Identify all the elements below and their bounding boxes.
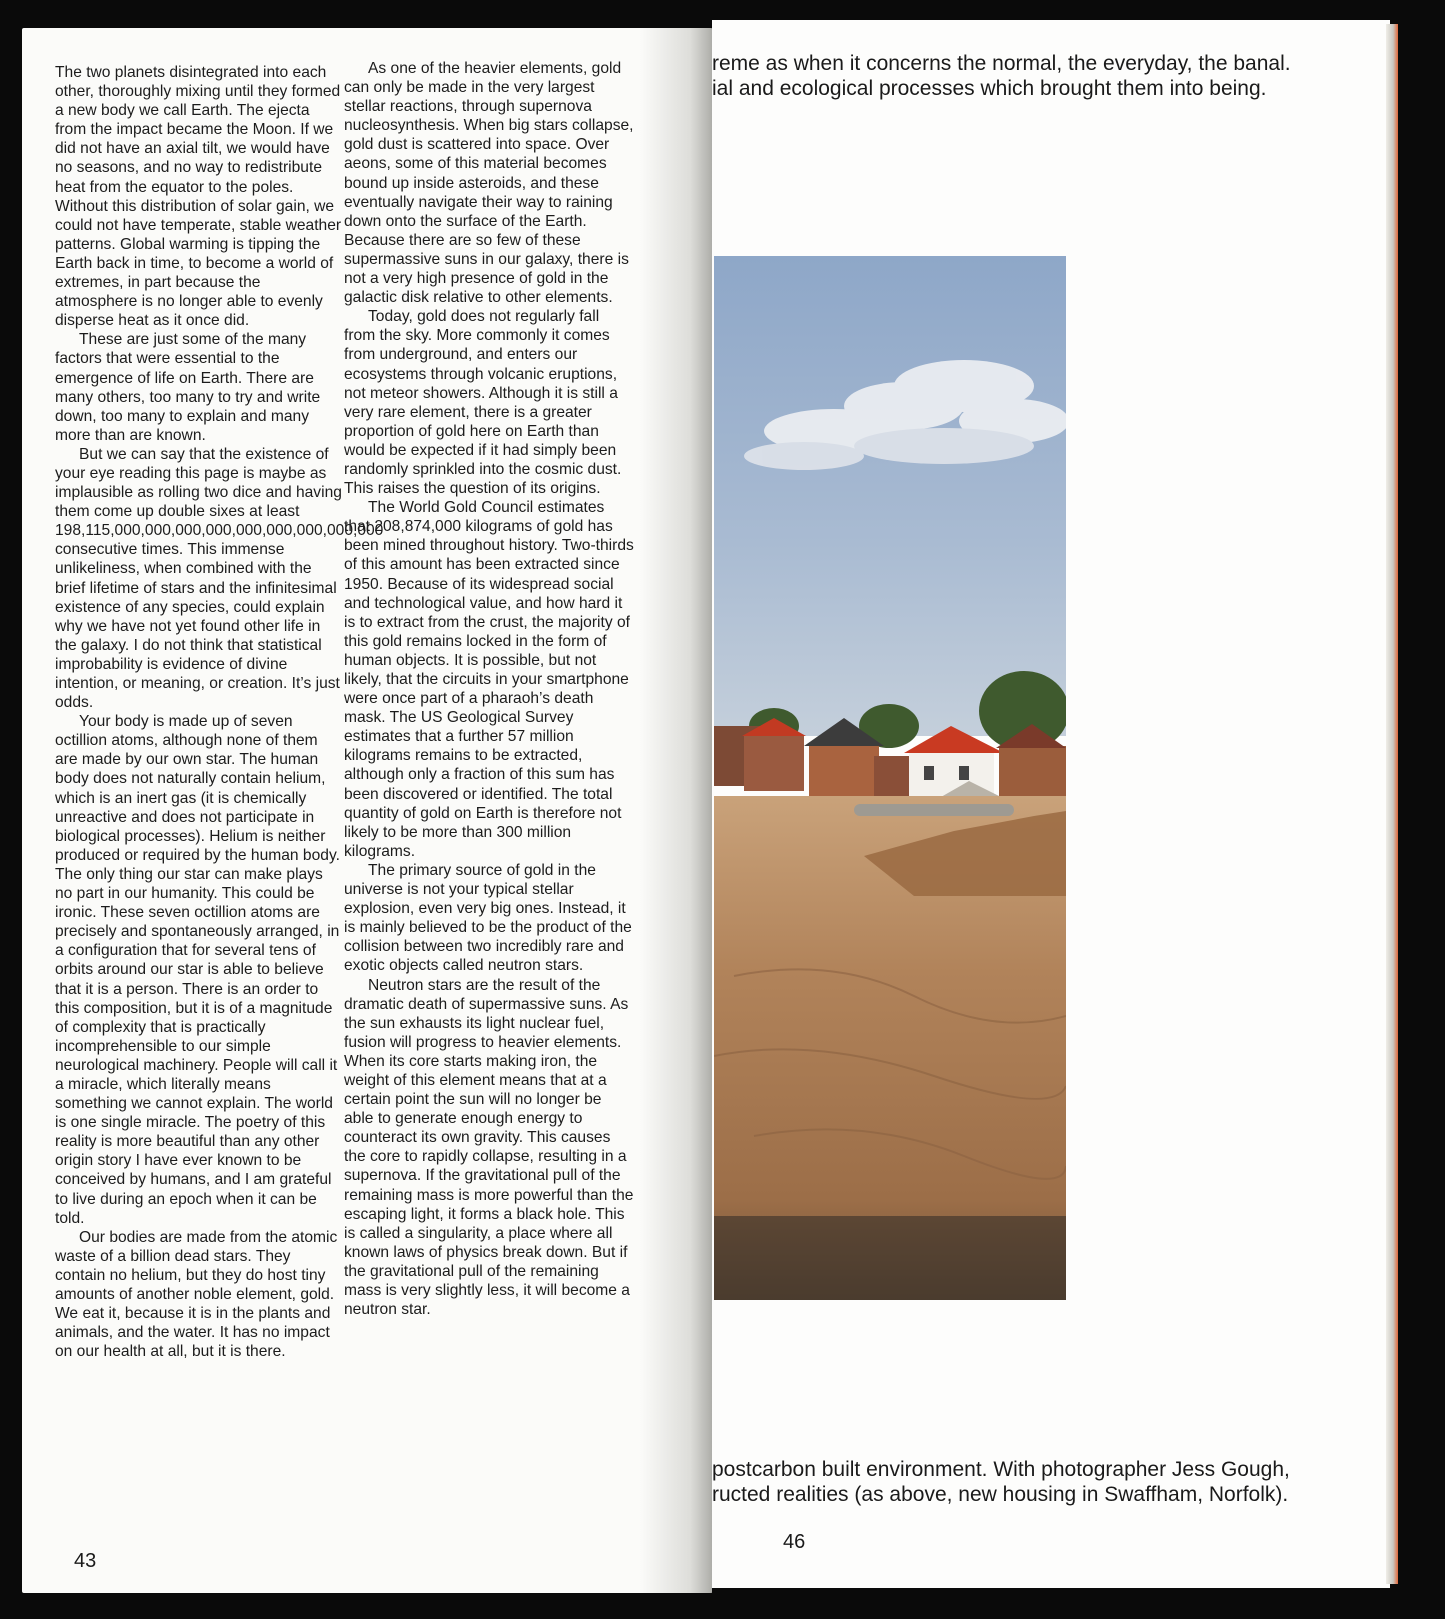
page-number-left: 43 — [74, 1550, 97, 1572]
caption-top — [712, 51, 1382, 101]
page-edge — [1386, 24, 1398, 1584]
paragraph: The two planets disintegrated into each other, thoroughly mixing until they formed a new body we call Earth. The ejecta from the impact became the Moon. If we did not have an axial tilt, we would have no seasons, and no way to redistribute heat from the equator to the poles. Without this distribution of solar gain, we could not have temperate, stable weather patterns. Global warming is tipping the Earth back in time, to become a world of extremes, in part because the atmosphere is no longer able to evenly disperse heat as it once did. — [55, 64, 342, 330]
caption-line: reme as when it concerns the normal, the everyday, the banal. — [712, 52, 1291, 75]
paragraph: But we can say that the existence of your eye reading this page is maybe as implausible as rolling two dice and having them come up double sixes at least 198,115,000,000,000,000,000,000,000,000,000 consecutive times. This immense unlikeliness, when combined with the brief lifetime of stars and the infinitesimal existence of any species, could explain why we have not yet found other life in the galaxy. I do not think that statistical improbability is evidence of divine intention, or meaning, or creation. It’s just odds. — [55, 445, 384, 712]
caption-line: ructed realities (as above, new housing in Swaffham, Norfolk). — [712, 1483, 1289, 1506]
caption-bottom — [712, 1457, 1384, 1507]
sky — [714, 256, 1066, 736]
text-column-2 — [344, 59, 634, 1319]
pipes — [854, 804, 1014, 816]
text-column-1 — [55, 63, 384, 1361]
paragraph: The primary source of gold in the universe is not your typical stellar explosion, even very big ones. Instead, it is mainly believed to be the product of the collision between two incredibly rare and exotic objects called neutron stars. — [344, 861, 632, 975]
paragraph: As one of the heavier elements, gold can only be made in the very largest stellar reactions, through supernova nucleosynthesis. When big stars collapse, gold dust is scattered into space. Over aeons, some of this material becomes bound up inside asteroids, and these eventually navigate their way to raining down onto the surface of the Earth. Because there are so few of these supermassive suns in our galaxy, there is not a very high presence of gold in the galactic disk relative to other elements. — [344, 60, 634, 307]
paragraph: Today, gold does not regularly fall from the sky. More commonly it comes from underground, and enters our ecosystems through volcanic eruptions, not meteor showers. Although it is still a very rare element, there is a greater proportion of gold here on Earth than would be expected if it had simply been randomly sprinkled into the cosmic dust. This raises the question of its origins. — [344, 308, 622, 498]
caption-line: postcarbon built environment. With photographer Jess Gough, — [712, 1458, 1290, 1481]
paragraph: These are just some of the many factors that were essential to the emergence of life on Earth. There are many others, too many to try and write down, too many to explain and many more than are known. — [55, 331, 321, 444]
paragraph: Neutron stars are the result of the dramatic death of supermassive suns. As the sun exhausts its light nuclear fuel, fusion will progress to heavier elements. When its core starts making iron, the weight of this element means that at a certain point the sun will no longer be able to generate enough energy to counteract its own gravity. This causes the core to rapidly collapse, resulting in a supernova. If the gravitational pull of the remaining mass is more powerful than the escaping light, it forms a black hole. This is called a singularity, a place where all known laws of physics break down. But if the gravitational pull of the remaining mass is very slightly less, it will become a neutron star. — [344, 976, 634, 1319]
paragraph: The World Gold Council estimates that 208,874,000 kilograms of gold has been mined throughout history. Two-thirds of this amount has been extracted since 1950. Because of its widespread social and technological value, and how hard it is to extract from the crust, the majority of this gold remains locked in the form of human objects. It is possible, but not likely, that the circuits in your smartphone were once part of a pharaoh’s death mask. The US Geological Survey estimates that a further 57 million kilograms remains to be extracted, although only a fraction of this sum has been discovered or identified. The total quantity of gold on Earth is therefore not likely to be more than 300 million kilograms. — [344, 499, 634, 860]
paragraph: Our bodies are made from the atomic waste of a billion dead stars. They contain no helium, but they do host tiny amounts of another noble element, gold. We eat it, because it is in the plants and animals, and the water. It has no impact on our health at all, but it is there. — [55, 1228, 338, 1361]
shadow — [714, 1216, 1066, 1300]
paragraph: Your body is made up of seven octillion atoms, although none of them are made by our own star. The human body does not naturally contain helium, which is an inert gas (it is chemically unreactive and does not participate in biological processes). Helium is neither produced or required by the human body. The only thing our star can make plays no part in our humanity. This could be ironic. These seven octillion atoms are precisely and spontaneously arranged, in a configuration that for several tens of orbits around our star is able to believe that it is a person. There is an order to this composition, but it is of a magnitude of complexity that is practically incomprehensible to our simple neurological machinery. People will call it a miracle, which literally means something we cannot explain. The world is one single miracle. The poetry of this reality is more beautiful than any other origin story I have ever known to be conceived by humans, and I am grateful to live during an epoch when it can be told. — [55, 713, 340, 1227]
housing-photograph — [714, 256, 1066, 1300]
caption-line: ial and ecological processes which brought them into being. — [712, 77, 1267, 100]
gutter-shadow — [640, 28, 712, 1593]
page-number-right: 46 — [783, 1531, 806, 1553]
